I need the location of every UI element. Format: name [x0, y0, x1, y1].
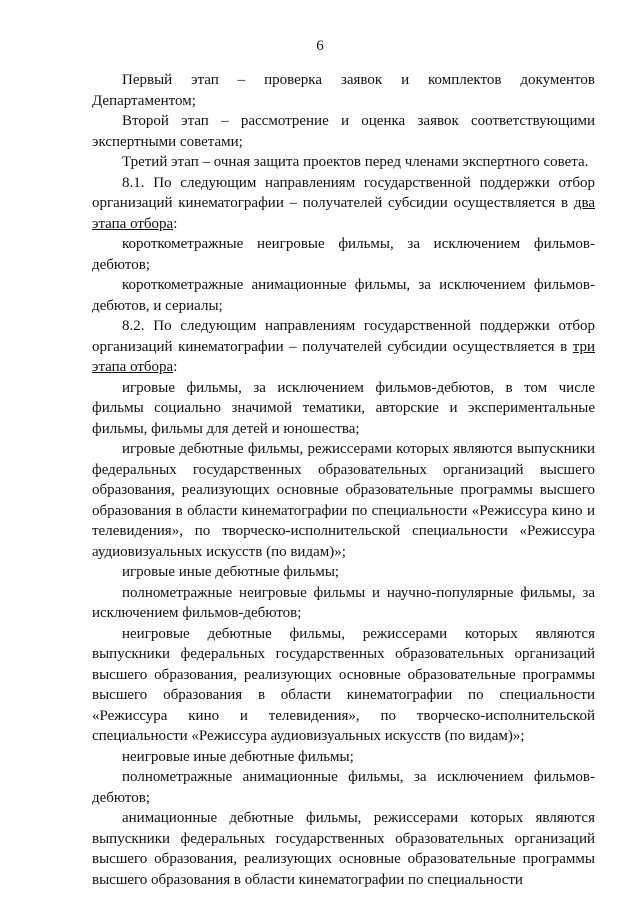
list-item-short-nonfiction: короткометражные неигровые фильмы, за исключением фильмов-дебютов;	[92, 236, 595, 273]
list-item-feature-other-debut: игровые иные дебютные фильмы;	[122, 564, 340, 580]
paragraph-8-1	[92, 173, 595, 235]
list-item-animation-debut-graduates: анимационные дебютные фильмы, режиссерами которых являются выпускники федеральных государственных образовательных организаций высшего образования, реализующих основные образовательные программы высшего образования в области кинематографии по специальности	[92, 810, 595, 888]
list-item-short-animation: короткометражные анимационные фильмы, за исключением фильмов-дебютов, и сериалы;	[92, 277, 595, 314]
document-body	[92, 70, 595, 890]
page-number: 6	[316, 38, 324, 54]
two-stages-underlined: два этапа отбора	[92, 195, 595, 232]
list-item-full-length-animation: полнометражные анимационные фильмы, за исключением фильмов-дебютов;	[92, 769, 595, 806]
paragraph-8-2	[92, 316, 595, 378]
list-item-nonfiction-other-debut: неигровые иные дебютные фильмы;	[122, 748, 354, 765]
paragraph-8-2-text: 8.2. По следующим направлениям государственной поддержки отбор организаций кинематографии – получателей субсидии осуществляется в	[92, 318, 595, 355]
three-stages-underlined: три этапа отбора	[92, 338, 595, 375]
paragraph-8-1-colon: :	[173, 215, 178, 232]
paragraph-stage-2: Второй этап – рассмотрение и оценка заявок соответствующими экспертными советами;	[92, 113, 595, 150]
list-item-full-length-nonfiction: полнометражные неигровые фильмы и научно-популярные фильмы, за исключением фильмов-дебютов;	[92, 584, 595, 621]
list-item-nonfiction-debut-graduates: неигровые дебютные фильмы, режиссерами которых являются выпускники федеральных государственных образовательных организаций высшего образования, реализующих основные образовательные программы высшего образования в области кинематографии по специальности «Режиссура кино и телевидения», по творческо-исполнительской специальности «Режиссура аудиовизуальных искусств (по видам)»;	[92, 625, 595, 744]
paragraph-8-1-text: 8.1. По следующим направлениям государственной поддержки отбор организаций кинематографии – получателей субсидии осуществляется в	[92, 174, 595, 211]
paragraph-8-2-colon: :	[173, 359, 178, 375]
paragraph-stage-1: Первый этап – проверка заявок и комплектов документов Департаментом;	[92, 72, 595, 109]
list-item-feature-debut-graduates: игровые дебютные фильмы, режиссерами которых являются выпускники федеральных государственных образовательных организаций высшего образования, реализующих основные образовательные программы высшего образования в области кинематографии по специальности «Режиссура кино и телевидения», по творческо-исполнительской специальности «Режиссура аудиовизуальных искусств (по видам)»;	[92, 441, 595, 560]
paragraph-stage-3: Третий этап – очная защита проектов перед членами экспертного совета.	[122, 154, 589, 170]
list-item-feature-films: игровые фильмы, за исключением фильмов-дебютов, в том числе фильмы социально значимой тематики, авторские и экспериментальные фильмы, фильмы для детей и юношества;	[92, 379, 595, 437]
